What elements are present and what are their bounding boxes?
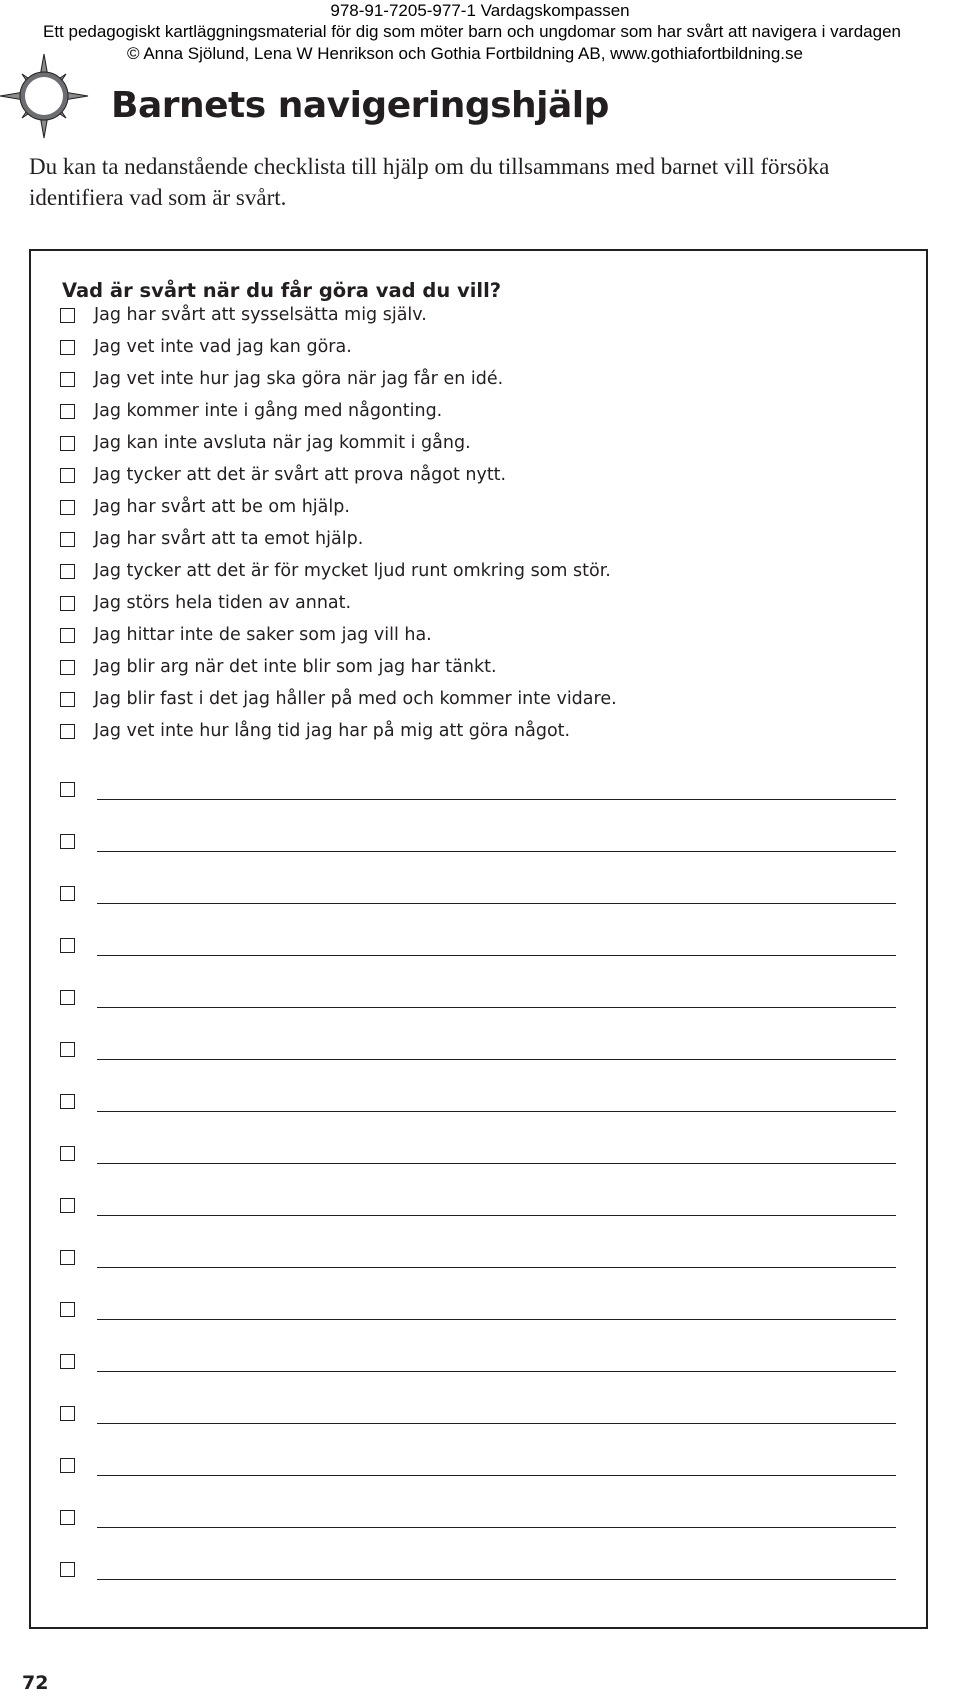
checkbox[interactable]	[60, 468, 75, 483]
checklist-item-label: Jag har svårt att be om hjälp.	[94, 497, 350, 517]
checkbox[interactable]	[60, 660, 75, 675]
write-in-line[interactable]	[97, 1215, 896, 1216]
blank-checklist-line[interactable]	[60, 1456, 896, 1476]
checklist-item-label: Jag vet inte vad jag kan göra.	[94, 337, 352, 357]
blank-checklist-line[interactable]	[60, 1144, 896, 1164]
checkbox[interactable]	[60, 1406, 75, 1421]
checklist-item-label: Jag vet inte hur jag ska göra när jag får en idé.	[94, 369, 504, 389]
blank-checklist-line[interactable]	[60, 1040, 896, 1060]
write-in-line[interactable]	[97, 1267, 896, 1268]
checkbox[interactable]	[60, 500, 75, 515]
checkbox[interactable]	[60, 340, 75, 355]
write-in-line[interactable]	[97, 1475, 896, 1476]
write-in-line[interactable]	[97, 1527, 896, 1528]
checklist-item	[60, 558, 611, 584]
checkbox[interactable]	[60, 1510, 75, 1525]
checkbox[interactable]	[60, 372, 75, 387]
checkbox[interactable]	[60, 532, 75, 547]
page-number: 72	[22, 1672, 49, 1694]
checkbox[interactable]	[60, 938, 75, 953]
checkbox[interactable]	[60, 724, 75, 739]
blank-checklist-line[interactable]	[60, 1300, 896, 1320]
checkbox[interactable]	[60, 1458, 75, 1473]
checklist-item-label: Jag hittar inte de saker som jag vill ha.	[94, 625, 432, 645]
checklist-item	[60, 398, 442, 424]
checkbox[interactable]	[60, 692, 75, 707]
blank-checklist-line[interactable]	[60, 988, 896, 1008]
write-in-line[interactable]	[97, 1007, 896, 1008]
checklist-item	[60, 462, 506, 488]
checkbox[interactable]	[60, 1198, 75, 1213]
blank-checklist-line[interactable]	[60, 780, 896, 800]
blank-checklist-line[interactable]	[60, 936, 896, 956]
write-in-line[interactable]	[97, 1423, 896, 1424]
checklist-item-label: Jag blir fast i det jag håller på med och kommer inte vidare.	[94, 689, 617, 709]
checkbox[interactable]	[60, 1094, 75, 1109]
intro-text: Du kan ta nedanstående checklista till hjälp om du tillsammans med barnet vill försöka identifiera vad som är svårt.	[29, 154, 830, 210]
checkbox[interactable]	[60, 1250, 75, 1265]
blank-checklist-line[interactable]	[60, 832, 896, 852]
write-in-line[interactable]	[97, 851, 896, 852]
checklist-item	[60, 622, 432, 648]
write-in-line[interactable]	[97, 1163, 896, 1164]
checkbox[interactable]	[60, 1562, 75, 1577]
write-in-line[interactable]	[97, 1111, 896, 1112]
checklist-item-label: Jag har svårt att ta emot hjälp.	[94, 529, 364, 549]
checkbox[interactable]	[60, 1146, 75, 1161]
checklist-item	[60, 334, 352, 360]
checklist-item-label: Jag störs hela tiden av annat.	[94, 593, 352, 613]
blank-checklist-line[interactable]	[60, 1248, 896, 1268]
checklist-item-label: Jag tycker att det är för mycket ljud runt omkring som stör.	[94, 561, 611, 581]
blank-checklist-line[interactable]	[60, 1352, 896, 1372]
checklist-item-label: Jag har svårt att sysselsätta mig själv.	[94, 305, 427, 325]
write-in-line[interactable]	[97, 1579, 896, 1580]
checklist-item-label: Jag kan inte avsluta när jag kommit i gång.	[94, 433, 471, 453]
checkbox[interactable]	[60, 628, 75, 643]
compass-star-icon	[0, 52, 92, 144]
checklist-item	[60, 430, 471, 456]
blank-checklist-line[interactable]	[60, 1404, 896, 1424]
checkbox[interactable]	[60, 404, 75, 419]
checklist-item	[60, 654, 497, 680]
checkbox[interactable]	[60, 436, 75, 451]
write-in-line[interactable]	[97, 1059, 896, 1060]
checkbox[interactable]	[60, 1042, 75, 1057]
blank-checklist-line[interactable]	[60, 884, 896, 904]
checklist-item	[60, 302, 427, 328]
write-in-line[interactable]	[97, 799, 896, 800]
checklist-item	[60, 366, 503, 392]
checklist-item-label: Jag blir arg när det inte blir som jag har tänkt.	[94, 657, 497, 677]
blank-checklist-line[interactable]	[60, 1508, 896, 1528]
checklist-item-label: Jag tycker att det är svårt att prova något nytt.	[94, 465, 507, 485]
header-isbn-line: 978-91-7205-977-1 Vardagskompassen	[330, 1, 630, 20]
checkbox[interactable]	[60, 596, 75, 611]
checklist-item	[60, 686, 617, 712]
checkbox[interactable]	[60, 990, 75, 1005]
checklist-item-label: Jag vet inte hur lång tid jag har på mig att göra något.	[94, 721, 571, 741]
checkbox[interactable]	[60, 1354, 75, 1369]
write-in-line[interactable]	[97, 1371, 896, 1372]
checklist-item-label: Jag kommer inte i gång med någonting.	[94, 401, 443, 421]
blank-checklist-line[interactable]	[60, 1092, 896, 1112]
header-copyright-line: © Anna Sjölund, Lena W Henrikson och Gothia Fortbildning AB, www.gothiafortbildning.se	[127, 44, 803, 63]
checklist-item	[60, 526, 363, 552]
checkbox[interactable]	[60, 1302, 75, 1317]
checklist-question: Vad är svårt när du får göra vad du vill?	[62, 279, 502, 302]
write-in-line[interactable]	[97, 955, 896, 956]
checkbox[interactable]	[60, 308, 75, 323]
checklist-item	[60, 590, 351, 616]
checkbox[interactable]	[60, 782, 75, 797]
checkbox[interactable]	[60, 564, 75, 579]
checkbox[interactable]	[60, 834, 75, 849]
blank-checklist-line[interactable]	[60, 1560, 896, 1580]
checkbox[interactable]	[60, 886, 75, 901]
header-subtitle-line: Ett pedagogiskt kartläggningsmaterial för dig som möter barn och ungdomar som har svårt att navigera i vardagen	[42, 22, 901, 41]
write-in-line[interactable]	[97, 1319, 896, 1320]
blank-checklist-line[interactable]	[60, 1196, 896, 1216]
checklist-item	[60, 494, 350, 520]
checklist-item	[60, 718, 570, 744]
write-in-line[interactable]	[97, 903, 896, 904]
page-title: Barnets navigeringshjälp	[111, 85, 609, 126]
